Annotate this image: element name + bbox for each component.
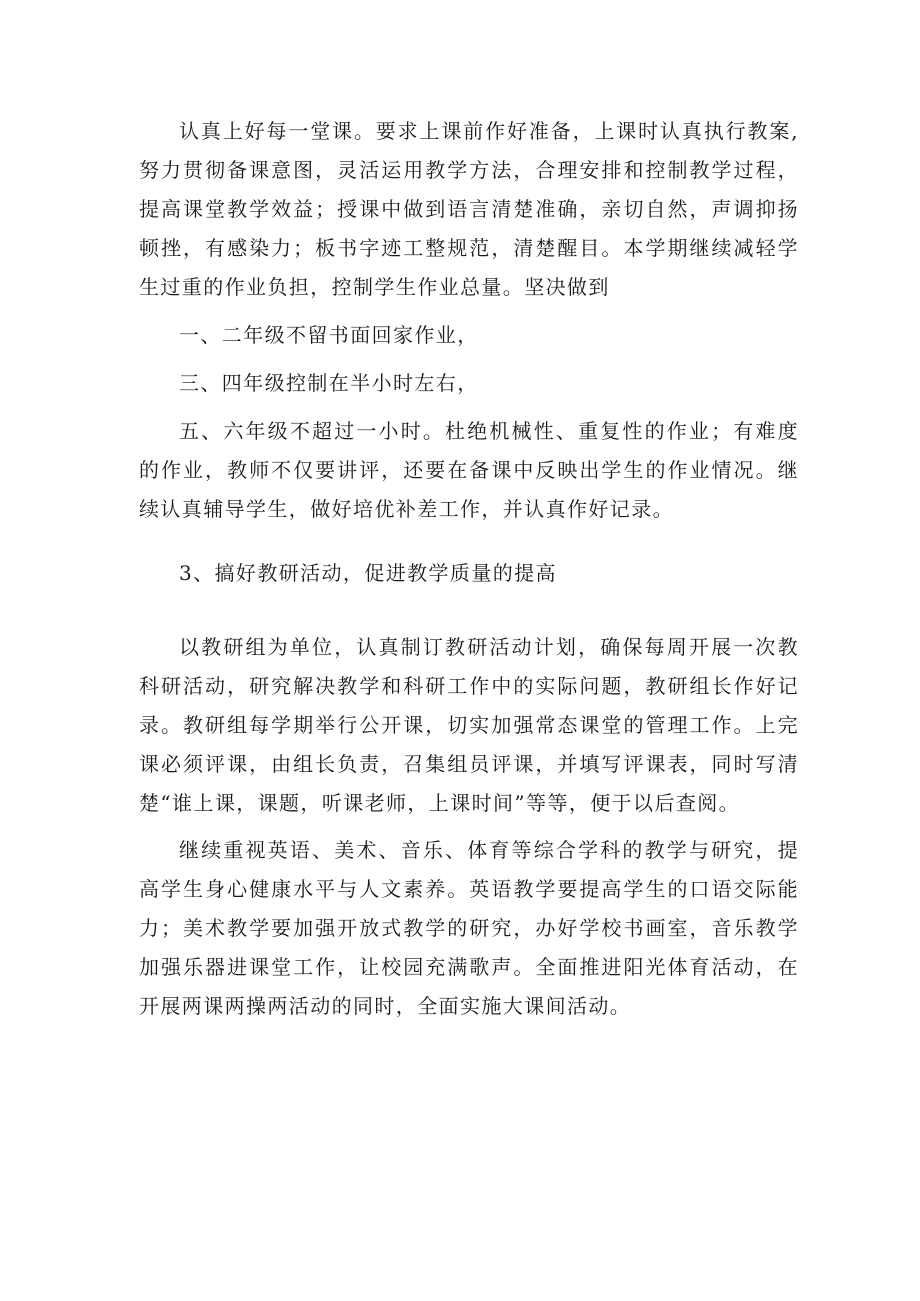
document-body	[139, 112, 799, 1026]
section-heading-teaching-research: 3、搞好教研活动，促进教学质量的提高	[179, 561, 557, 585]
list-item-grade-3-4: 三、四年级控制在半小时左右，	[179, 371, 479, 395]
paragraph-research-group: 以教研组为单位，认真制订教研活动计划，确保每周开展一次教科研活动，研究解决教学和科研工作中的实际问题，教研组长作好记录。教研组每学期举行公开课，切实加强常态课堂的管理工作。上完课必须评课，由组长负责，召集组员评课，并填写评课表，同时写清楚“谁上课，课题，听课老师，上课时间”等等，便于以后查阅。	[139, 635, 799, 815]
list-item-grade-1-2: 一、二年级不留书面回家作业，	[179, 323, 479, 347]
paragraph-lesson-requirements: 认真上好每一堂课。要求上课前作好准备，上课时认真执行教案,努力贯彻备课意图，灵活运用教学方法，合理安排和控制教学过程，提高课堂教学效益；授课中做到语言清楚准确，亲切自然，声调抑扬顿挫，有感染力；板书字迹工整规范，清楚醒目。本学期继续减轻学生过重的作业负担，控制学生作业总量。坚决做到	[139, 119, 799, 299]
paragraph-grade-5-6: 五、六年级不超过一小时。杜绝机械性、重复性的作业；有难度的作业，教师不仅要讲评，还要在备课中反映出学生的作业情况。继续认真辅导学生，做好培优补差工作，并认真作好记录。	[139, 419, 799, 521]
paragraph-comprehensive-subjects: 继续重视英语、美术、音乐、体育等综合学科的教学与研究，提高学生身心健康水平与人文素养。英语教学要提高学生的口语交际能力；美术教学要加强开放式教学的研究，办好学校书画室，音乐教学加强乐器进课堂工作，让校园充满歌声。全面推进阳光体育活动，在开展两课两操两活动的同时，全面实施大课间活动。	[139, 838, 799, 1018]
